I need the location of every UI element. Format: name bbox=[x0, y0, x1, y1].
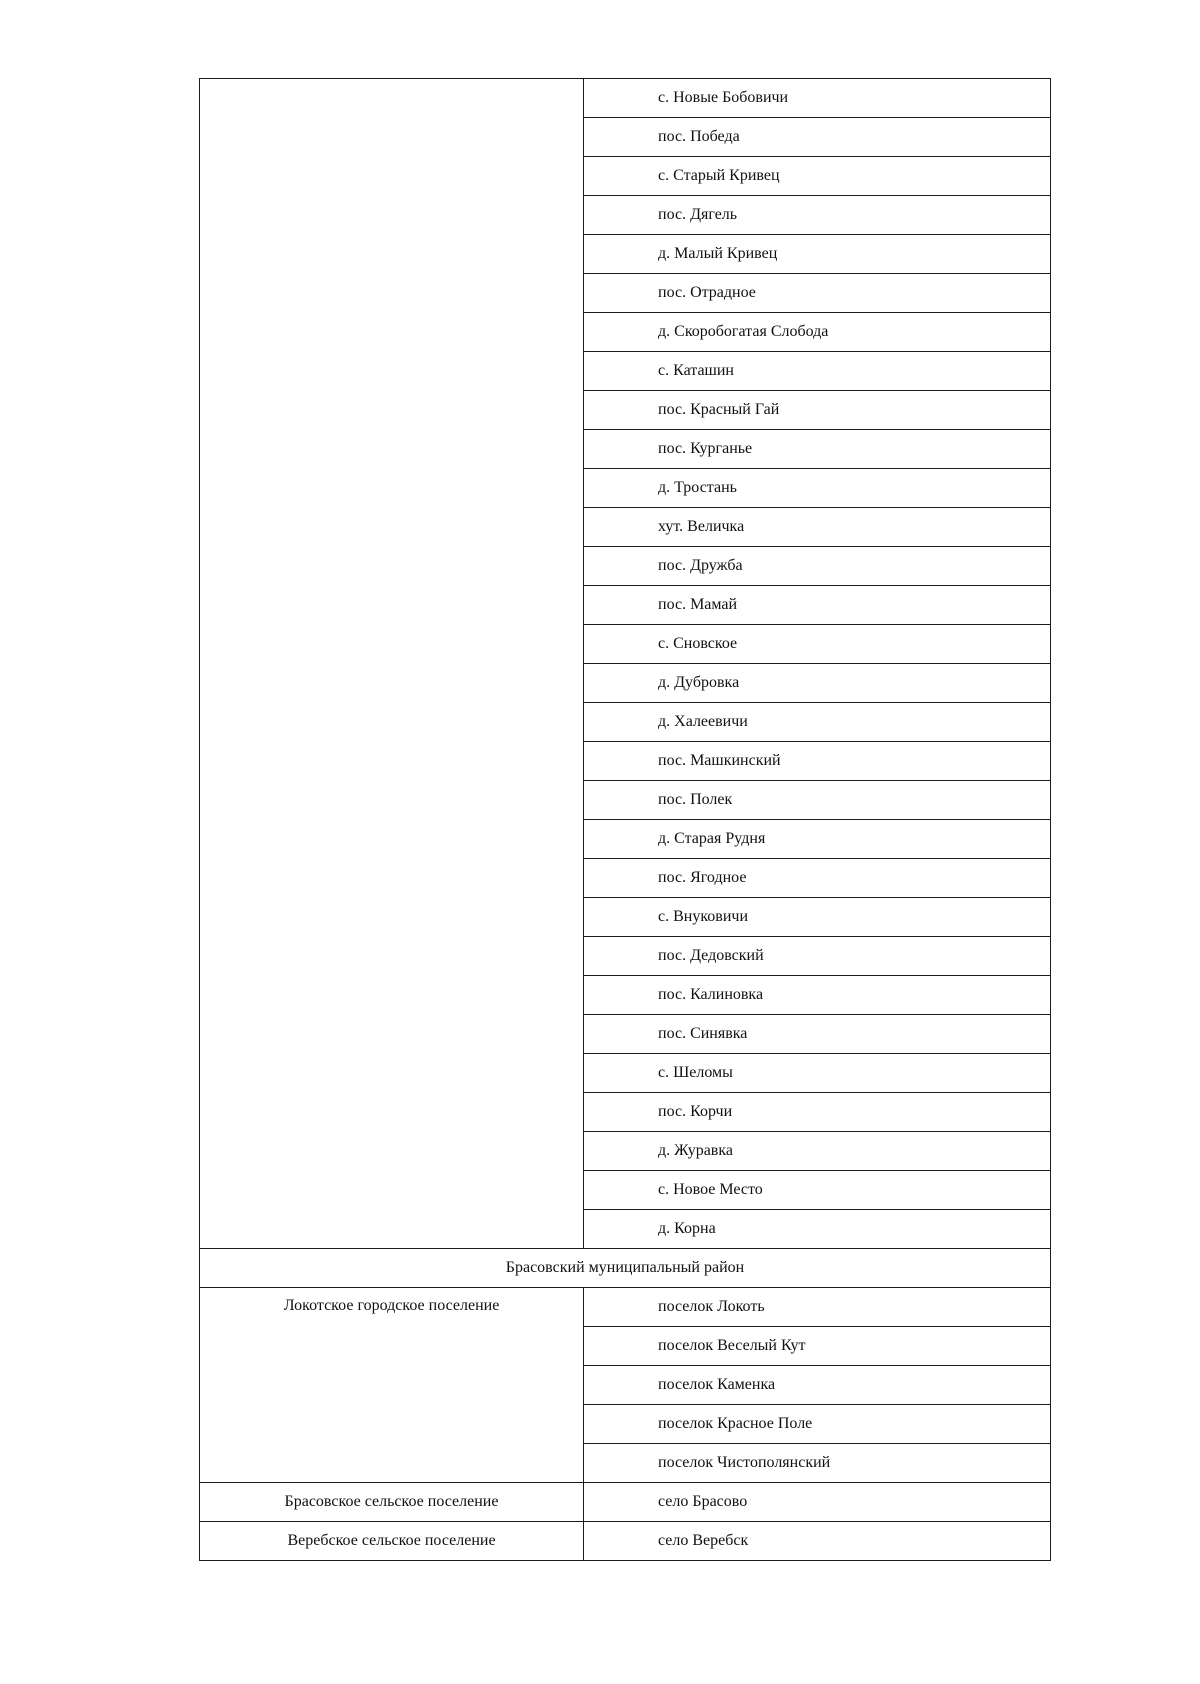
settlement-cell: пос. Красный Гай bbox=[584, 391, 1051, 430]
settlement-cell: пос. Победа bbox=[584, 118, 1051, 157]
settlement-cell: с. Новое Место bbox=[584, 1171, 1051, 1210]
municipality-cell-empty bbox=[200, 79, 584, 1249]
settlement-cell: д. Тростань bbox=[584, 469, 1051, 508]
settlement-cell: пос. Отрадное bbox=[584, 274, 1051, 313]
settlement-cell: поселок Веселый Кут bbox=[584, 1327, 1051, 1366]
settlement-cell: поселок Локоть bbox=[584, 1288, 1051, 1327]
settlement-cell: хут. Величка bbox=[584, 508, 1051, 547]
settlement-cell: с. Шеломы bbox=[584, 1054, 1051, 1093]
settlement-cell: с. Сновское bbox=[584, 625, 1051, 664]
settlement-cell: д. Корна bbox=[584, 1210, 1051, 1249]
settlement-cell: пос. Мамай bbox=[584, 586, 1051, 625]
table-row bbox=[200, 1483, 1051, 1522]
settlement-cell: д. Малый Кривец bbox=[584, 235, 1051, 274]
settlement-cell: пос. Ягодное bbox=[584, 859, 1051, 898]
settlement-cell: пос. Дружба bbox=[584, 547, 1051, 586]
settlement-cell: д. Дубровка bbox=[584, 664, 1051, 703]
settlement-cell: д. Скоробогатая Слобода bbox=[584, 313, 1051, 352]
settlements-table bbox=[199, 78, 1051, 1561]
settlement-cell: с. Новые Бобовичи bbox=[584, 79, 1051, 118]
settlement-cell: пос. Машкинский bbox=[584, 742, 1051, 781]
settlement-cell: пос. Дягель bbox=[584, 196, 1051, 235]
settlement-cell: пос. Корчи bbox=[584, 1093, 1051, 1132]
municipality-cell: Веребское сельское поселение bbox=[200, 1522, 584, 1561]
table-row bbox=[200, 79, 1051, 118]
settlement-cell: пос. Дедовский bbox=[584, 937, 1051, 976]
municipality-cell: Брасовское сельское поселение bbox=[200, 1483, 584, 1522]
settlement-cell: поселок Каменка bbox=[584, 1366, 1051, 1405]
table-row bbox=[200, 1522, 1051, 1561]
settlement-cell: пос. Калиновка bbox=[584, 976, 1051, 1015]
municipality-cell: Локотское городское поселение bbox=[200, 1288, 584, 1483]
settlement-cell: поселок Красное Поле bbox=[584, 1405, 1051, 1444]
settlement-cell: село Веребск bbox=[584, 1522, 1051, 1561]
settlement-cell: пос. Синявка bbox=[584, 1015, 1051, 1054]
district-header-row bbox=[200, 1249, 1051, 1288]
settlement-cell: пос. Полек bbox=[584, 781, 1051, 820]
district-header: Брасовский муниципальный район bbox=[200, 1249, 1051, 1288]
settlement-cell: село Брасово bbox=[584, 1483, 1051, 1522]
settlement-cell: пос. Курганье bbox=[584, 430, 1051, 469]
settlement-cell: д. Старая Рудня bbox=[584, 820, 1051, 859]
settlement-cell: д. Халеевичи bbox=[584, 703, 1051, 742]
settlement-cell: с. Старый Кривец bbox=[584, 157, 1051, 196]
table-row bbox=[200, 1288, 1051, 1327]
settlement-cell: с. Внуковичи bbox=[584, 898, 1051, 937]
settlement-cell: с. Каташин bbox=[584, 352, 1051, 391]
settlement-cell: поселок Чистополянский bbox=[584, 1444, 1051, 1483]
settlement-cell: д. Журавка bbox=[584, 1132, 1051, 1171]
